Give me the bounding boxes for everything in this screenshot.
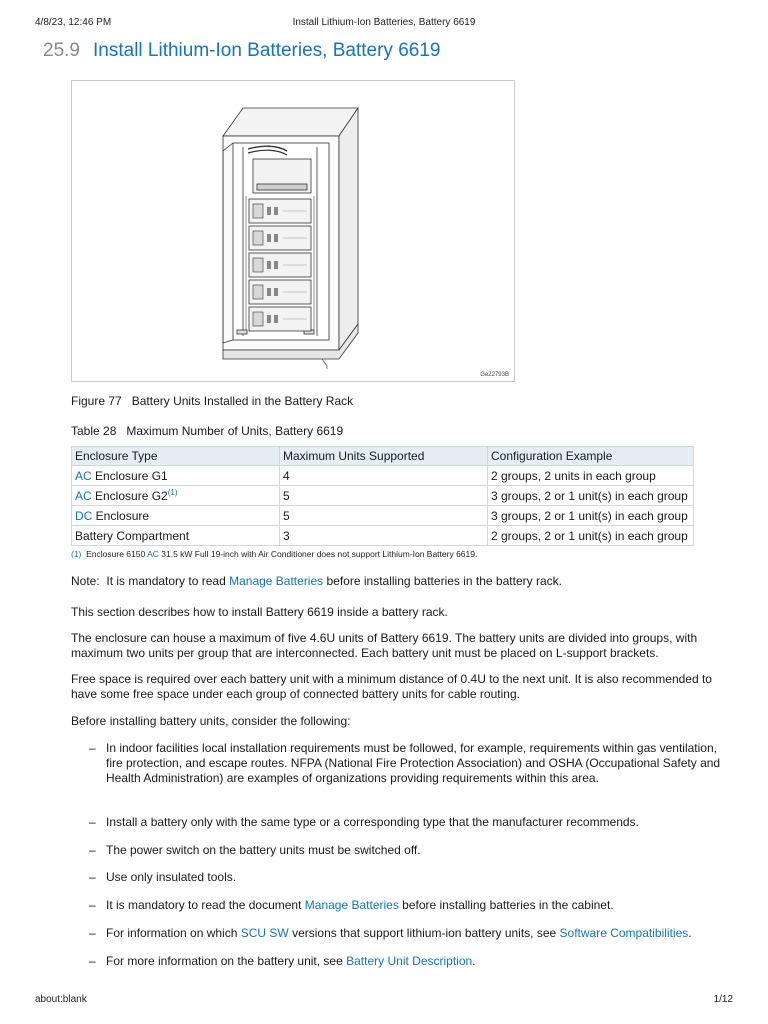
list-item-text: For more information on the battery unit, see — [106, 954, 347, 968]
list-item-text: . — [688, 926, 692, 940]
manage-batteries-link[interactable]: Manage Batteries — [229, 574, 324, 588]
battery-unit — [249, 226, 311, 250]
list-item-text: For information on which — [106, 926, 241, 940]
paragraph: The enclosure can house a maximum of five 4.6U units of Battery 6619. The battery units are divided into groups, with maximum two units per group that are interconnected. Each battery unit must be placed on L-support brackets. — [71, 631, 698, 660]
bullet-dash: – — [89, 843, 96, 857]
table-cell-enclosure — [72, 506, 280, 526]
list-item — [106, 954, 726, 969]
battery-unit-description-link[interactable]: Battery Unit Description — [346, 954, 473, 968]
list-item: The power switch on the battery units must be switched off. — [106, 843, 421, 857]
table-row — [72, 506, 694, 526]
list-item: Use only insulated tools. — [106, 870, 237, 884]
section-title: Install Lithium-Ion Batteries, Battery 6619 — [93, 40, 441, 61]
battery-unit — [249, 199, 311, 223]
figure-frame — [71, 80, 515, 382]
battery-unit — [249, 280, 311, 304]
note-label: Note: — [71, 574, 100, 588]
note-text-pre: It is mandatory to read — [106, 574, 230, 588]
table-header-row — [72, 447, 694, 466]
bullet-dash: – — [89, 815, 96, 829]
bullet-dash: – — [89, 870, 96, 884]
table-cell-enclosure — [72, 466, 280, 486]
table-caption-text: Maximum Number of Units, Battery 6619 — [126, 424, 344, 438]
section-number: 25.9 — [43, 40, 80, 61]
footnote-ref-link[interactable]: (1) — [167, 487, 178, 497]
footer-url: about:blank — [35, 994, 87, 1005]
list-item-text: before installing batteries in the cabinet. — [398, 898, 614, 912]
bullet-dash: – — [89, 954, 96, 968]
list-item: Install a battery only with the same type or a corresponding type that the manufacturer recommends. — [106, 815, 639, 829]
table-cell-config: 2 groups, 2 or 1 unit(s) in each group — [488, 526, 694, 546]
footer-page-number: 1/12 — [713, 994, 733, 1005]
figure-caption-text: Battery Units Installed in the Battery Rack — [131, 394, 354, 408]
battery-rack-illustration — [72, 81, 514, 381]
note — [71, 574, 731, 589]
battery-units — [249, 199, 311, 331]
table-header-cell: Maximum Units Supported — [280, 447, 488, 466]
footnote-text-pre: Enclosure 6150 — [86, 549, 148, 559]
list-item-text: It is mandatory to read the document — [106, 898, 305, 912]
table-cell-max-units: 3 — [280, 526, 488, 546]
list-item — [106, 898, 726, 913]
table-cell-config: 3 groups, 2 or 1 unit(s) in each group — [488, 486, 694, 506]
units-table — [71, 446, 694, 546]
table-cell-max-units: 5 — [280, 486, 488, 506]
list-item-text: versions that support lithium-ion battery units, see — [288, 926, 560, 940]
paragraph: Before installing battery units, consider the following: — [71, 714, 351, 728]
table-row — [72, 486, 694, 506]
enclosure-name: Enclosure — [92, 508, 150, 523]
table-cell-enclosure — [72, 486, 280, 506]
figure-caption-label: Figure 77 — [71, 394, 122, 408]
table-cell-config: 2 groups, 2 units in each group — [488, 466, 694, 486]
enclosure-name: Battery Compartment — [75, 528, 190, 543]
figure-id: Ge22793B — [480, 372, 509, 378]
table-caption — [71, 424, 343, 438]
table-footnote — [71, 549, 477, 559]
table-row — [72, 526, 694, 546]
footnote-text-post: 31.5 kW Full 19-inch with Air Conditioner does not support Lithium-Ion Battery 6619. — [158, 549, 478, 559]
ac-link[interactable]: AC — [75, 468, 92, 483]
table-row — [72, 466, 694, 486]
list-item-text: . — [472, 954, 476, 968]
ac-link[interactable]: AC — [75, 488, 92, 503]
header-datetime: 4/8/23, 12:46 PM — [35, 17, 112, 28]
list-item — [106, 926, 726, 941]
table-cell-config: 3 groups, 2 or 1 unit(s) in each group — [488, 506, 694, 526]
table-cell-max-units: 5 — [280, 506, 488, 526]
software-compatibilities-link[interactable]: Software Compatibilities — [559, 926, 689, 940]
cabinet-top — [223, 108, 358, 136]
table-cell-enclosure — [72, 526, 280, 546]
cabinet-side — [339, 108, 358, 350]
list-item: In indoor facilities local installation requirements must be followed, for example, requirements within gas ventilation, fire protection, and escape routes. NFPA (National Fire Protection Association) and OSHA (Occupational Safety and Health Administration) are examples of organizations providing requirements within this area. — [106, 741, 721, 785]
table-caption-label: Table 28 — [71, 424, 117, 438]
table-cell-max-units: 4 — [280, 466, 488, 486]
footnote-marker-link[interactable]: (1) — [71, 549, 82, 559]
figure-caption — [71, 394, 353, 408]
table-header-cell: Configuration Example — [488, 447, 694, 466]
bullet-dash: – — [89, 898, 96, 912]
paragraph: Free space is required over each battery unit with a minimum distance of 0.4U to the next unit. It is also recommended to have some free space under each group of connected battery units for cable routing. — [71, 672, 712, 701]
bullet-dash: – — [89, 741, 96, 755]
battery-unit — [249, 307, 311, 331]
enclosure-name: Enclosure G2 — [91, 488, 168, 503]
manage-batteries-link[interactable]: Manage Batteries — [304, 898, 399, 912]
enclosure-name: Enclosure G1 — [91, 468, 168, 483]
battery-unit — [249, 253, 311, 277]
scu-sw-link[interactable]: SCU SW — [240, 926, 289, 940]
paragraph: This section describes how to install Battery 6619 inside a battery rack. — [71, 605, 448, 619]
bullet-dash: – — [89, 926, 96, 940]
header-doc-title: Install Lithium-Ion Batteries, Battery 6619 — [292, 17, 476, 28]
dc-link[interactable]: DC — [75, 508, 93, 523]
table-header-cell: Enclosure Type — [72, 447, 280, 466]
ac-link[interactable]: AC — [147, 549, 159, 559]
note-text-post: before installing batteries in the battery rack. — [323, 574, 562, 588]
